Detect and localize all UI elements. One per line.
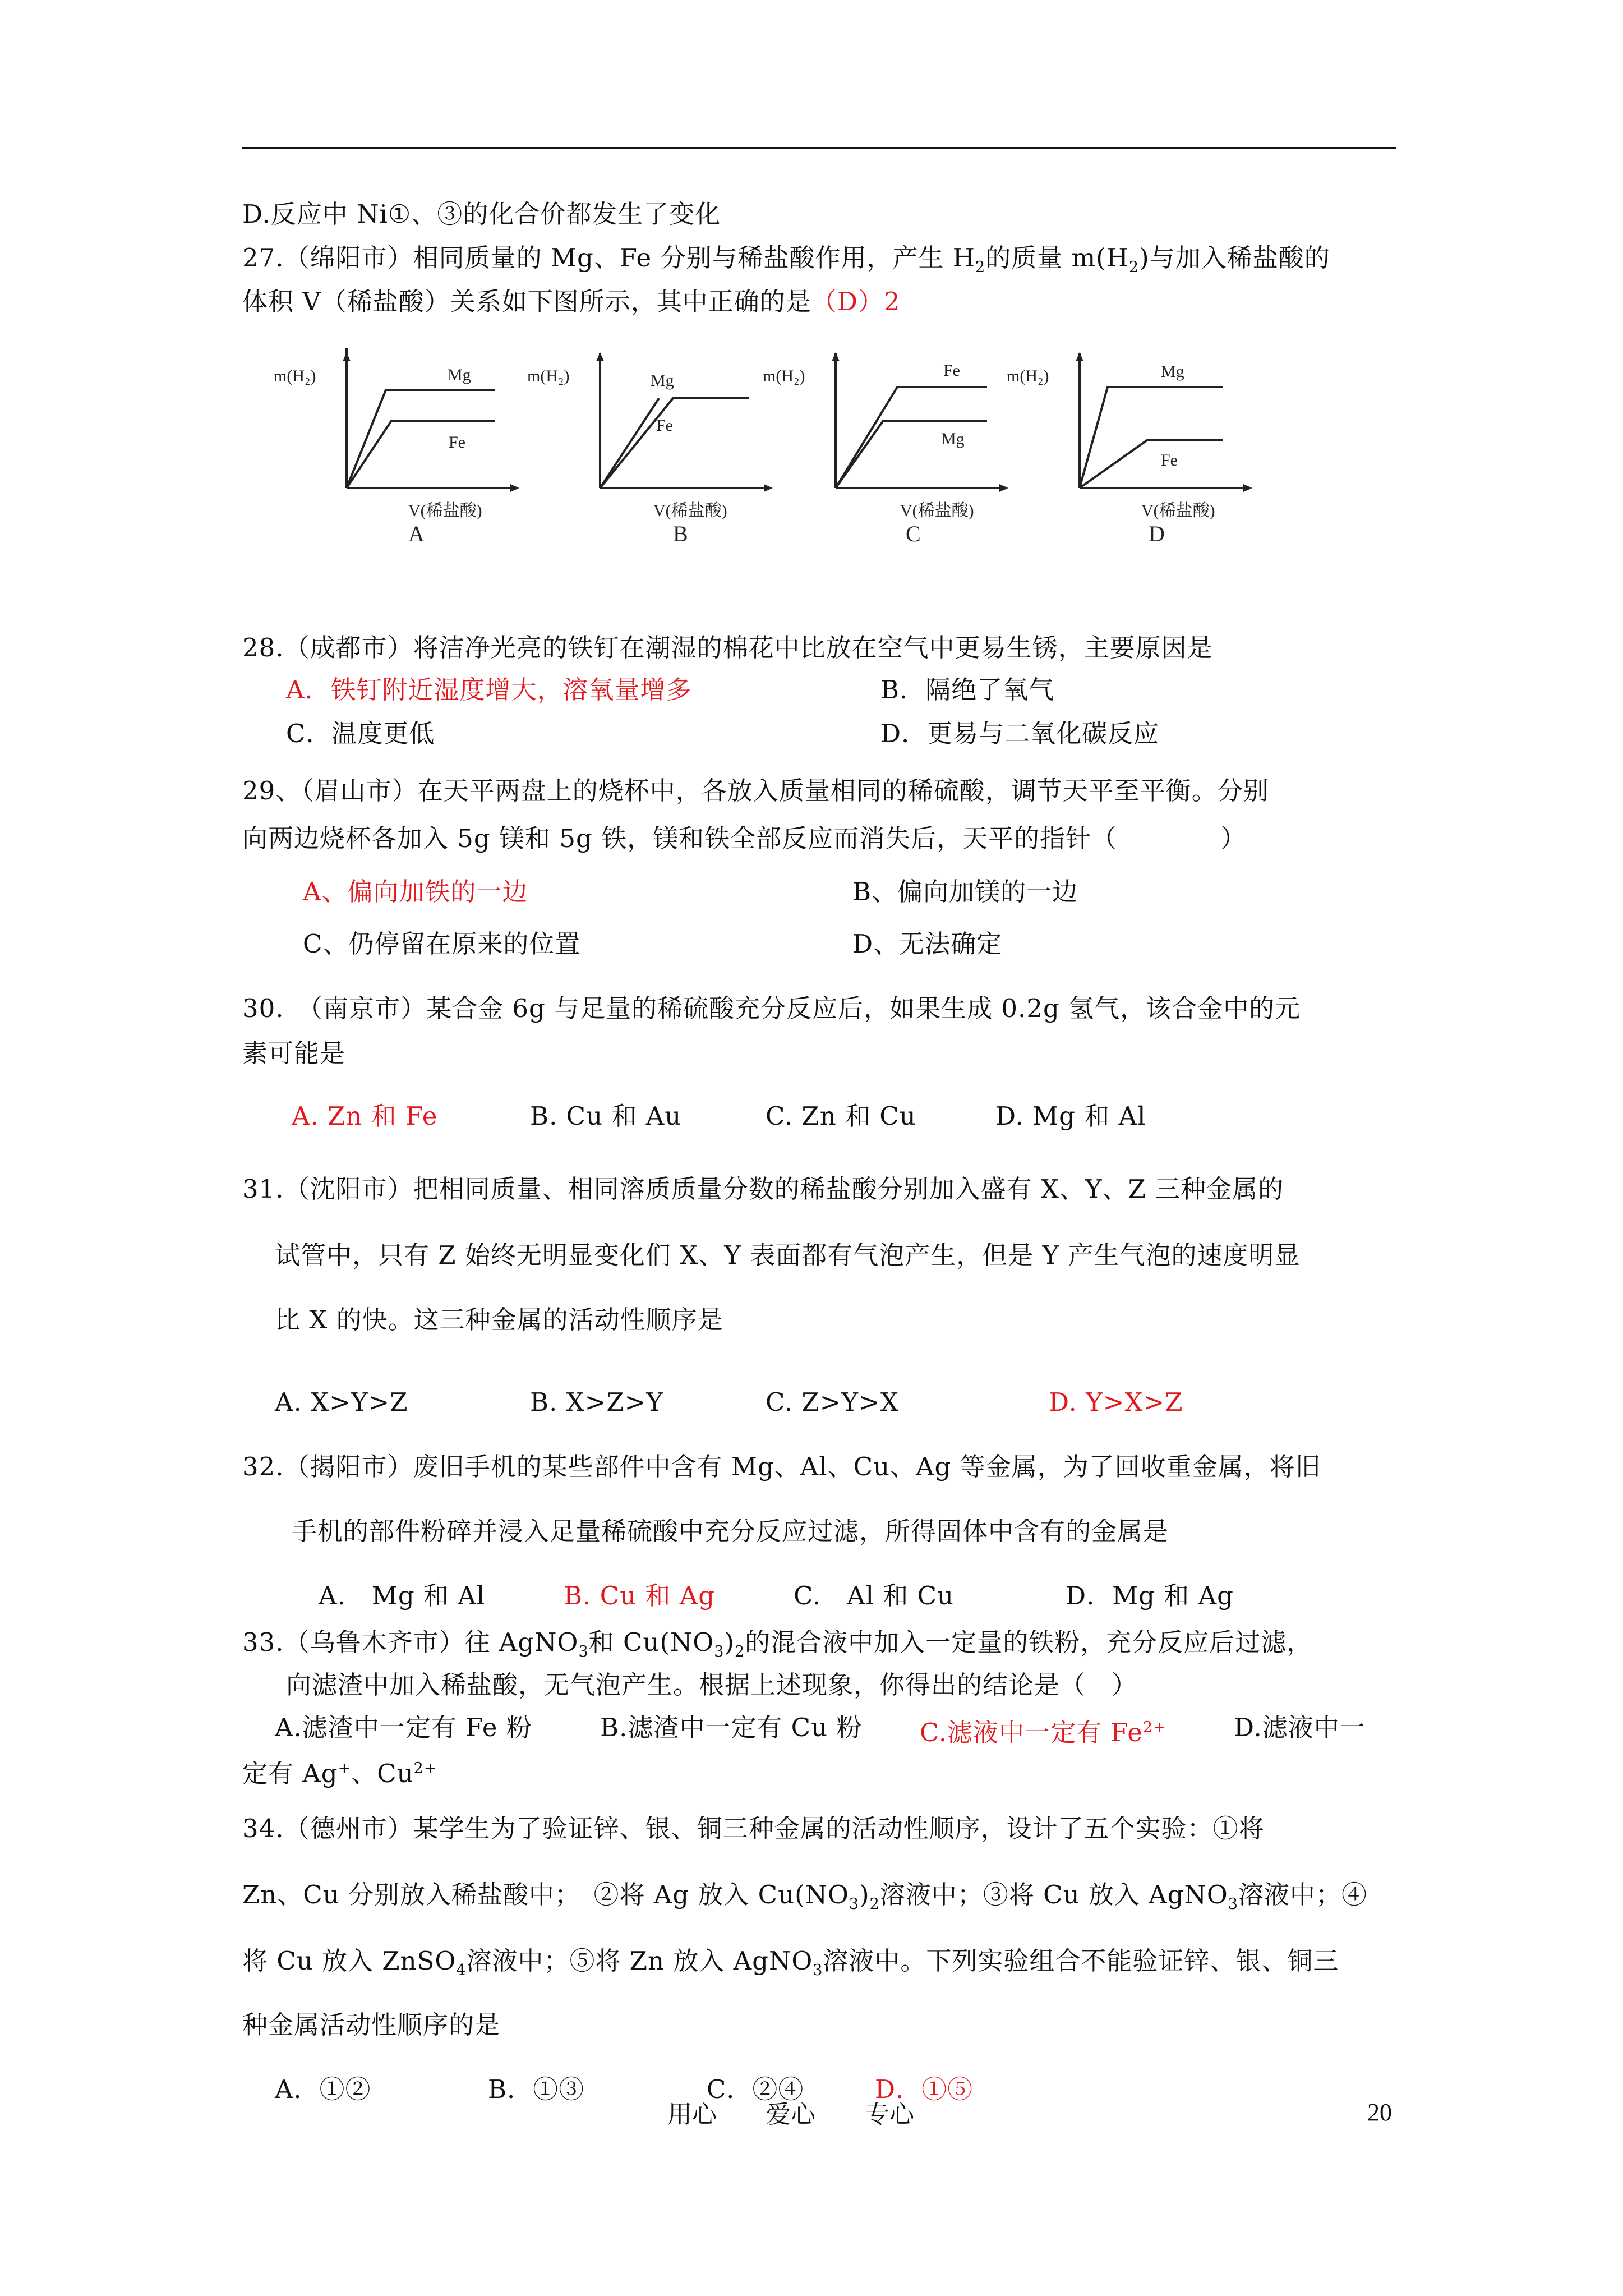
q33-stem-line2: 向滤渣中加入稀盐酸，无气泡产生。根据上述现象，你得出的结论是（ ） — [286, 1670, 1138, 1700]
q30-option-d: D. Mg 和 Al — [995, 1101, 1146, 1131]
q30-option-a: A. Zn 和 Fe — [292, 1101, 438, 1131]
graph-a-top-label: Mg — [448, 366, 471, 384]
q27-stem-line1: 27.（绵阳市）相同质量的 Mg、Fe 分别与稀盐酸作用，产生 $H_2$的质量 $m(H_2)$与加入稀盐酸的 — [242, 243, 1330, 276]
q34-option-d: D．①⑤ — [875, 2074, 974, 2104]
page-number: 20 — [1367, 2099, 1392, 2126]
graph-b-ylabel: m(H₂) — [527, 367, 570, 385]
q32-option-a: A. Mg 和 Al — [319, 1581, 486, 1611]
q34-option-a: A．①② — [275, 2074, 371, 2104]
graph-d-top-label: Mg — [1161, 362, 1184, 381]
q27-graph-c — [763, 348, 1026, 561]
q27-graph-a-caption: A — [408, 521, 425, 546]
graph-d-xlabel: V(稀盐酸) — [1141, 501, 1215, 520]
q32-option-c: C. Al 和 Cu — [794, 1581, 955, 1611]
q34-option-c: C．②④ — [707, 2074, 804, 2104]
footer-motto: 用心 爱心 专心 — [667, 2100, 914, 2129]
q32-option-b: B. Cu 和 Ag — [564, 1581, 716, 1611]
graph-b-top-label: Mg — [651, 371, 674, 390]
q31-option-a: A. X>Y>Z — [275, 1387, 408, 1417]
q27-graph-b-caption: B — [673, 521, 688, 546]
q27-stem-line2: 体积 V（稀盐酸）关系如下图所示，其中正确的是（D）2 — [242, 287, 901, 316]
q30-stem-line1: 30. （南京市）某合金 6g 与足量的稀硫酸充分反应后，如果生成 0.2g 氢气，该合金中的元 — [242, 993, 1301, 1023]
graph-c-bottom-label: Mg — [941, 430, 965, 448]
q32-stem-line2: 手机的部件粉碎并浸入足量稀硫酸中充分反应过滤，所得固体中含有的金属是 — [292, 1516, 1169, 1546]
q33-option-c: C.滤液中一定有 $Fe^{2+}$ — [920, 1718, 1166, 1747]
q29-stem-line2: 向两边烧杯各加入 5g 镁和 5g 铁，镁和铁全部反应而消失后，天平的指针（ ） — [242, 823, 1247, 853]
header-rule — [242, 147, 1396, 149]
graph-a-xlabel: V(稀盐酸) — [408, 501, 482, 520]
q32-stem-line1: 32.（揭阳市）废旧手机的某些部件中含有 Mg、Al、Cu、Ag 等金属，为了回收重金属，将旧 — [242, 1452, 1321, 1481]
graph-c-ylabel: m(H₂) — [763, 367, 805, 385]
q31-option-b: B. X>Z>Y — [530, 1387, 664, 1417]
q31-option-d: D. Y>X>Z — [1049, 1387, 1183, 1417]
q28-option-b: B．隔绝了氧气 — [880, 675, 1055, 705]
q26-option-d: D.反应中 Ni①、③的化合价都发生了变化 — [242, 199, 721, 229]
q33-option-b: B.滤渣中一定有 Cu 粉 — [600, 1713, 863, 1742]
graph-d-ylabel: m(H₂) — [1007, 367, 1049, 385]
graph-a-bottom-label: Fe — [449, 433, 465, 452]
q34-stem-line4: 种金属活动性顺序的是 — [242, 2010, 501, 2040]
q28-option-a: A．铁钉附近湿度增大，溶氧量增多 — [286, 675, 692, 705]
q29-option-b: B、偏向加镁的一边 — [852, 877, 1078, 907]
graph-d-bottom-label: Fe — [1161, 451, 1178, 470]
q32-option-d: D．Mg 和 Ag — [1066, 1581, 1234, 1611]
q27-graph-b — [527, 348, 791, 561]
q27-answer: （D）2 — [811, 287, 901, 316]
q28-option-c: C．温度更低 — [286, 719, 435, 748]
q31-option-c: C. Z>Y>X — [766, 1387, 899, 1417]
q33-option-d: D.滤液中一 — [1234, 1713, 1366, 1742]
q34-option-b: B．①③ — [488, 2074, 585, 2104]
q28-stem: 28.（成都市）将洁净光亮的铁钉在潮湿的棉花中比放在空气中更易生锈，主要原因是 — [242, 633, 1213, 662]
q29-option-a: A、偏向加铁的一边 — [303, 877, 528, 907]
q27-graph-c-caption: C — [906, 521, 921, 546]
q30-option-b: B. Cu 和 Au — [530, 1101, 682, 1131]
q29-option-c: C、仍停留在原来的位置 — [303, 929, 581, 959]
q33-option-d-continued: 定有 Ag+、$Cu^{2+}$ — [242, 1759, 437, 1788]
graph-c-xlabel: V(稀盐酸) — [900, 501, 974, 520]
q31-stem-line2: 试管中，只有 Z 始终无明显变化们 X、Y 表面都有气泡产生，但是 Y 产生气泡的速度明显 — [275, 1240, 1301, 1270]
q27-graph-a — [274, 348, 537, 561]
q29-stem-line1: 29、（眉山市）在天平两盘上的烧杯中，各放入质量相同的稀硫酸，调节天平至平衡。分别 — [242, 776, 1269, 806]
graph-c-top-label: Fe — [943, 361, 960, 380]
q33-stem-line1: 33.（乌鲁木齐市）往 AgNO$_3$和 $Cu(NO_3)_2$的混合液中加入一定量的铁粉，充分反应后过滤， — [242, 1627, 1313, 1660]
graph-b-bottom-label: Fe — [656, 416, 673, 435]
q29-option-d: D、无法确定 — [852, 929, 1003, 959]
q34-stem-line1: 34.（德州市）某学生为了验证锌、银、铜三种金属的活动性顺序，设计了五个实验：①将 — [242, 1814, 1265, 1843]
q34-stem-line3: 将 Cu 放入 ZnSO$_4$溶液中；⑤将 Zn 放入 AgNO$_3$溶液中。下列实验组合不能验证锌、银、铜三 — [242, 1946, 1339, 1979]
q30-stem-line2: 素可能是 — [242, 1038, 346, 1068]
q31-stem-line3: 比 X 的快。这三种金属的活动性顺序是 — [275, 1305, 723, 1335]
graph-b-xlabel: V(稀盐酸) — [653, 501, 727, 520]
q27-graph-d-caption: D — [1149, 521, 1165, 546]
graph-a-ylabel: m(H₂) — [274, 367, 316, 385]
q30-option-c: C. Zn 和 Cu — [766, 1101, 916, 1131]
q31-stem-line1: 31.（沈阳市）把相同质量、相同溶质质量分数的稀盐酸分别加入盛有 X、Y、Z 三种金属的 — [242, 1174, 1284, 1204]
q28-option-d: D．更易与二氧化碳反应 — [880, 719, 1160, 748]
q27-graph-d — [1007, 348, 1270, 561]
q34-stem-line2: Zn、Cu 分别放入稀盐酸中； ②将 Ag 放入 $Cu(NO_3)_2$溶液中；③将 Cu 放入 AgNO$_3$溶液中；④ — [242, 1880, 1367, 1913]
q33-option-a: A.滤渣中一定有 Fe 粉 — [275, 1713, 532, 1742]
